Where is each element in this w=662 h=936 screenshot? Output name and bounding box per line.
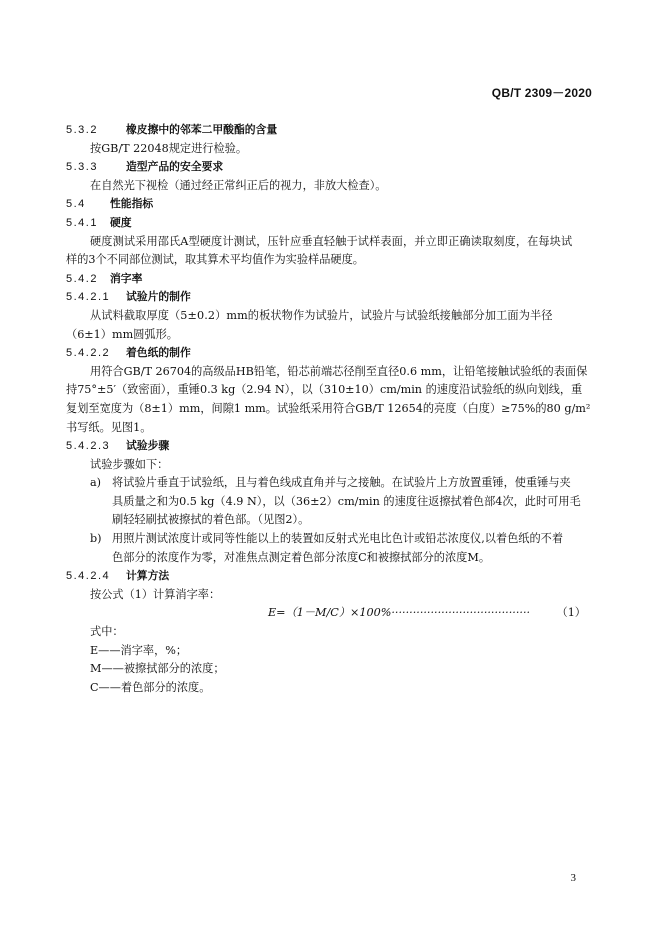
section-title: 硬度: [110, 215, 132, 229]
section-number: 5.3.2: [66, 124, 98, 136]
paragraph: 按公式（1）计算消字率：: [90, 587, 221, 601]
heading-5-4-1: [0, 214, 662, 233]
heading-5-4-2: [0, 270, 662, 289]
section-number: 5.4.2: [66, 272, 98, 285]
section-number: 5.4.2.4: [66, 570, 111, 583]
heading-5-4-2-2: [0, 344, 662, 363]
section-title: 消字率: [110, 271, 143, 285]
paragraph-line: （6±1）mm圆弧形。: [66, 327, 178, 341]
list-text: 用照片测试浓度计或同等性能以上的装置如反射式光电比色计或铅芯浓度仪,以着色纸的不着: [112, 532, 564, 546]
paragraph-line: 从试料截取厚度（5±0.2）mm的板状物作为试验片，试验片与试验纸接触部分加工面为半径: [90, 308, 553, 322]
paragraph-line: 用符合GB/T 26704的高级品HB铅笔，铅芯前端芯径削至直径0.6 mm，让铅笔接触试验纸的表面保: [90, 364, 588, 378]
section-number: 5.4.2.2: [66, 347, 111, 360]
equation-number: （1）: [556, 606, 586, 620]
definition-e: E——消字率，%；: [90, 643, 188, 657]
paragraph-line: 书写纸。见图1。: [66, 420, 152, 434]
heading-5-4-2-3: [0, 437, 662, 456]
section-title: 着色纸的制作: [126, 346, 191, 360]
heading-5-3-3: [0, 158, 662, 177]
page-content: [0, 121, 662, 697]
list-text: 将试验片垂直于试验纸，且与着色线成直角并与之接触。在试验片上方放置重锤，使重锤与夹: [112, 476, 571, 490]
page-number: 3: [570, 872, 576, 884]
list-item-a: [0, 474, 662, 493]
paragraph: 试验步骤如下：: [90, 457, 169, 471]
section-title: 性能指标: [110, 197, 154, 211]
section-title: 计算方法: [126, 569, 170, 583]
heading-5-3-2: [0, 121, 662, 140]
where-label: 式中：: [90, 625, 124, 639]
paragraph: 按GB/T 22048规定进行检验。: [90, 141, 248, 155]
section-number: 5.4.2.3: [66, 440, 111, 453]
section-number: 5.4.1: [66, 216, 98, 229]
heading-5-4: [0, 195, 662, 214]
list-text-continuation: 色部分的浓度作为零，对准焦点测定着色部分浓度C和被擦拭部分的浓度M。: [112, 550, 491, 564]
heading-5-4-2-4: [0, 567, 662, 586]
definition-c: C——着色部分的浓度。: [90, 680, 211, 694]
section-title: 橡皮擦中的邻苯二甲酸酯的含量: [126, 123, 278, 136]
list-label: a): [90, 476, 102, 490]
definition-m: M——被擦拭部分的浓度；: [90, 662, 225, 676]
paragraph: 在自然光下视检（通过经正常纠正后的视力，非放大检查）。: [90, 178, 387, 192]
section-title: 试验步骤: [126, 439, 170, 453]
heading-5-4-2-1: [0, 288, 662, 307]
list-label: b): [90, 532, 102, 546]
list-text-continuation: 具质量之和为0.5 kg（4.9 N），以（36±2）cm/min 的速度往返擦拭着色部4次，此时可用毛: [112, 494, 581, 508]
list-item-b: [0, 530, 662, 549]
paragraph-line: 样的3个不同部位测试，取其算术平均值作为实验样品硬度。: [66, 253, 364, 267]
section-number: 5.4.2.1: [66, 291, 111, 304]
section-title: 试验片的制作: [126, 290, 191, 304]
list-text-continuation: 刷轻轻刷拭被擦拭的着色部。（见图2）。: [112, 513, 310, 527]
paragraph-line: 硬度测试采用邵氏A型硬度计测试，压针应垂直轻触于试样表面，并立即正确读取刻度，在每块试: [90, 234, 573, 248]
paragraph-line: 持75°±5′（致密面），重锤0.3 kg（2.94 N），以（310±10）cm/min 的速度沿试验纸的纵向划线，重: [66, 383, 583, 397]
section-title: 造型产品的安全要求: [126, 160, 224, 174]
formula: E=（1－M/C）×100%·······································: [268, 606, 531, 620]
paragraph-line: 复划至宽度为（8±1）mm，间隙1 mm。试验纸采用符合GB/T 12654的亮度（白度）≥75%的80 g/m²: [66, 401, 591, 415]
standard-number: QB/T 2309－2020: [491, 86, 592, 100]
section-number: 5.4: [66, 198, 86, 211]
section-number: 5.3.3: [66, 161, 98, 174]
formula-line: [0, 604, 662, 623]
